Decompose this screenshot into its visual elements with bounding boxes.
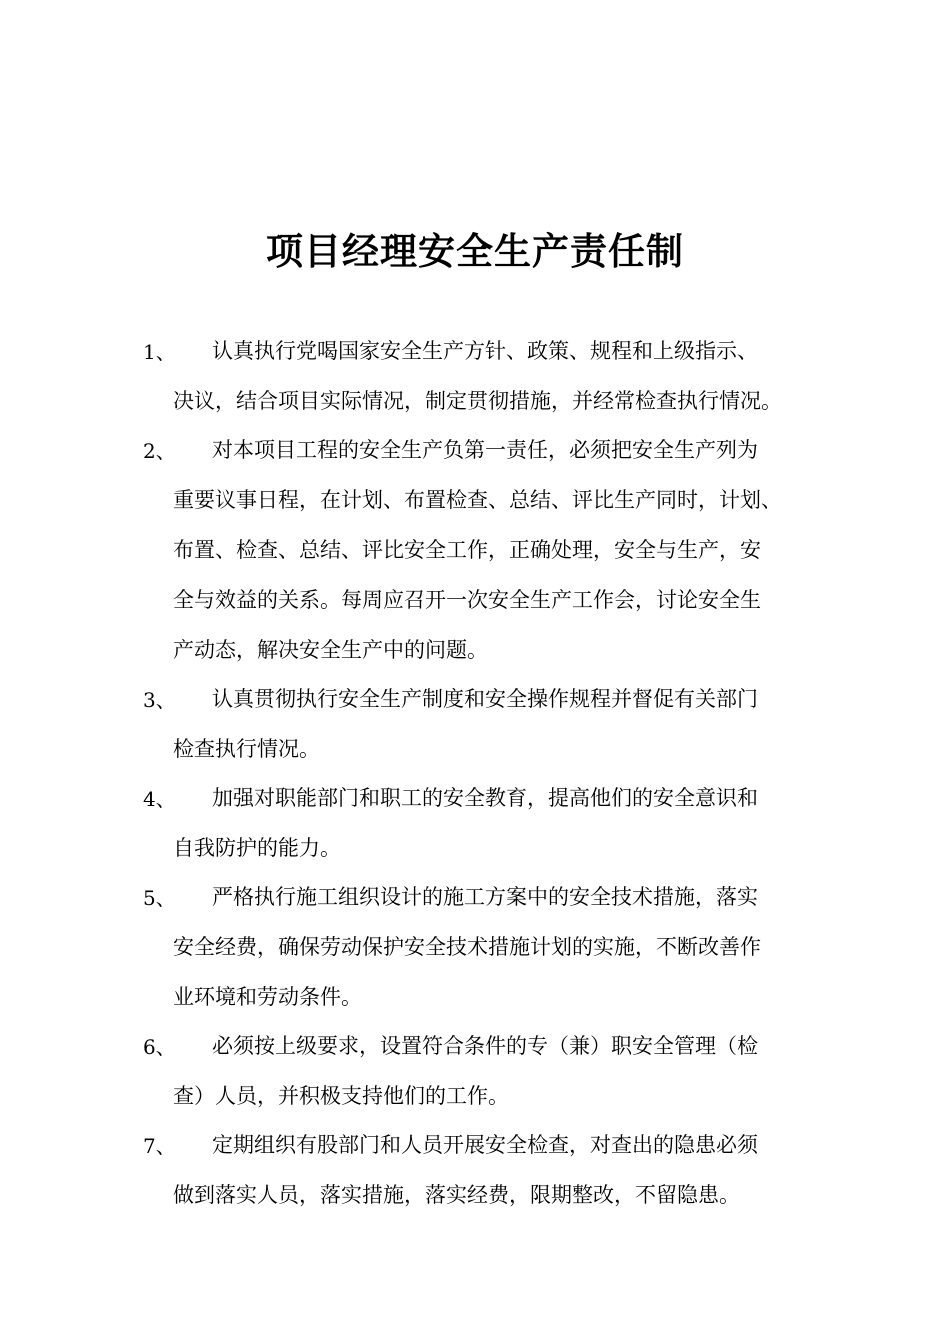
clause-text-line: 加强对职能部门和职工的安全教育，提高他们的安全意识和 — [212, 786, 758, 810]
clause-text-line: 业环境和劳动条件。 — [173, 985, 362, 1009]
clause-text-line: 定期组织有股部门和人员开展安全检查，对查出的隐患必须 — [212, 1133, 758, 1157]
clause-text-line: 安全经费，确保劳动保护安全技术措施计划的实施，不断改善作 — [173, 935, 761, 959]
clause-number: 4、 — [143, 787, 176, 811]
clause-text-line: 查）人员，并积极支持他们的工作。 — [173, 1084, 509, 1108]
clause-text-line: 重要议事日程，在计划、布置检查、总结、评比生产同时，计划、 — [173, 488, 782, 512]
clause-number: 6、 — [143, 1035, 176, 1059]
clause-number: 2、 — [143, 439, 176, 463]
clause-text-line: 必须按上级要求，设置符合条件的专（兼）职安全管理（检 — [212, 1034, 758, 1058]
clause-text-line: 产动态，解决安全生产中的问题。 — [173, 638, 488, 662]
clause-number: 3、 — [143, 688, 176, 712]
clause-text-line: 全与效益的关系。每周应召开一次安全生产工作会，讨论安全生 — [173, 588, 761, 612]
clause-text-line: 决议，结合项目实际情况，制定贯彻措施，并经常检查执行情况。 — [173, 389, 782, 413]
clause-text-line: 对本项目工程的安全生产负第一责任，必须把安全生产列为 — [212, 438, 758, 462]
clause-text-line: 认真执行党喝国家安全生产方针、政策、规程和上级指示、 — [212, 339, 758, 363]
clause-text-line: 布置、检查、总结、评比安全工作，正确处理，安全与生产，安 — [173, 538, 761, 562]
clause-number: 5、 — [143, 886, 176, 910]
clause-text-line: 自我防护的能力。 — [173, 836, 341, 860]
clause-text-line: 严格执行施工组织设计的施工方案中的安全技术措施，落实 — [212, 885, 758, 909]
clause-number: 7、 — [143, 1134, 176, 1158]
clause-number: 1、 — [143, 340, 176, 364]
clause-text-line: 检查执行情况。 — [173, 737, 320, 761]
clause-text-line: 认真贯彻执行安全生产制度和安全操作规程并督促有关部门 — [212, 687, 758, 711]
document-title: 项目经理安全生产责任制 — [266, 229, 684, 273]
clause-text-line: 做到落实人员，落实措施，落实经费，限期整改，不留隐患。 — [173, 1183, 740, 1207]
